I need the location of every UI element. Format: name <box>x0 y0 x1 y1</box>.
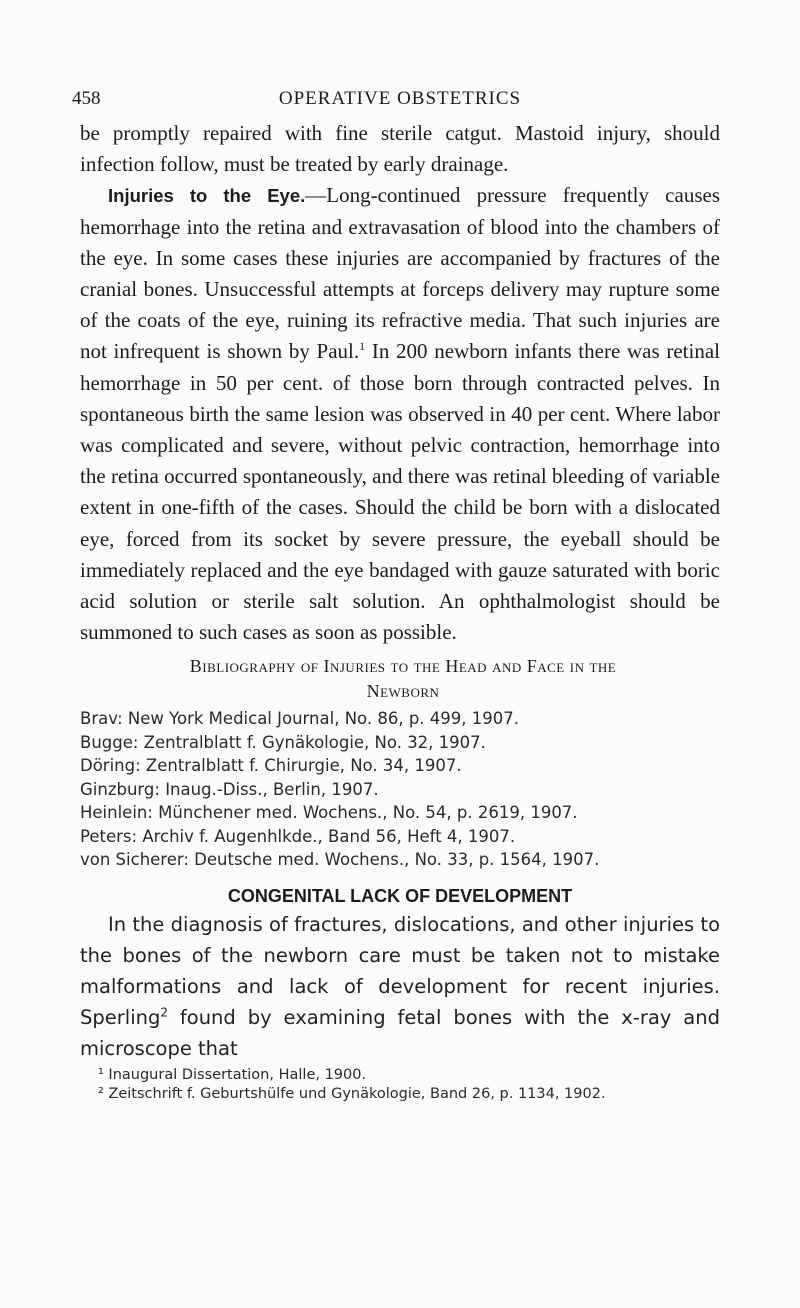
bibliography-entry: Bugge: Zentralblatt f. Gynäkologie, No. 32, 1907. <box>80 732 486 752</box>
congenital-text-a: In the diagnosis of fractures, dislocations, and other injuries to the bones of the newborn care must be taken not to mistake malformations and lack of development for recent injuries. Sperling <box>80 912 720 1029</box>
section-heading: CONGENITAL LACK OF DEVELOPMENT <box>227 885 573 906</box>
bibliography-entry: Heinlein: Münchener med. Wochens., No. 54, p. 2619, 1907. <box>80 803 578 823</box>
bibliography-entry: Ginzburg: Inaug.-Diss., Berlin, 1907. <box>80 779 379 799</box>
bibliography-entry: von Sicherer: Deutsche med. Wochens., No. 33, p. 1564, 1907. <box>80 850 600 870</box>
book-page <box>72 88 720 1105</box>
bibliography-list <box>80 707 720 872</box>
footnotes <box>80 1066 720 1105</box>
bibliography-entry: Döring: Zentralblatt f. Chirurgie, No. 34, 1907. <box>80 756 462 776</box>
running-head: OPERATIVE OBSTETRICS <box>278 88 522 109</box>
bibliography-entry: Brav: New York Medical Journal, No. 86, p. 499, 1907. <box>80 709 519 729</box>
page-header <box>72 88 720 118</box>
bibliography-entry: Peters: Archiv f. Augenhlkde., Band 56, Heft 4, 1907. <box>80 826 516 846</box>
paragraph-eye-injuries <box>80 180 720 648</box>
bibliography-heading <box>80 654 720 704</box>
eye-injuries-text-a: —Long-continued pressure frequently causes hemorrhage into the retina and extravasation of blood into the chambers of the eye. In some cases these injuries are accompanied by fractures of the cranial bones. Unsuccessful attempts at forceps delivery may rupture some of the coats of the eye, ruining its refractive media. That such injuries are not infrequent is shown by Paul. <box>80 183 720 364</box>
footnote-ref-1: 1 <box>359 339 366 354</box>
page-number: 458 <box>72 88 101 109</box>
congenital-text-b: found by examining fetal bones with the x-ray and microscope that <box>80 1005 720 1060</box>
bibliography-heading-line1: Bibliography of Injuries to the Head and Face in the <box>189 656 617 677</box>
eye-injuries-text-b: In 200 newborn infants there was retinal hemorrhage in 50 per cent. of those born through contracted pelves. In spontaneous birth the same lesion was observed in 40 per cent. Where labor was complicated and severe, without pelvic contraction, hemorrhage into the retina occurred spontaneously, and there was retinal bleeding of variable extent in one-fifth of the cases. Should the child be born with a dislocated eye, forced from its socket by severe pressure, the eyeball should be immediately replaced and the eye bandaged with gauze saturated with boric acid solution or sterile salt solution. An ophthalmologist should be summoned to such cases as soon as possible. <box>80 339 720 645</box>
footnote-1: ¹ Inaugural Dissertation, Halle, 1900. <box>98 1066 367 1083</box>
eye-injuries-heading: Injuries to the Eye. <box>108 185 306 207</box>
footnote-ref-2: 2 <box>160 1005 168 1020</box>
paragraph-mastoid: be promptly repaired with fine sterile catgut. Mastoid injury, should infection follow, must be treated by early drainage. <box>80 121 720 177</box>
bibliography-heading-line2: Newborn <box>366 681 440 702</box>
footnote-2: ² Zeitschrift f. Geburtshülfe und Gynäkologie, Band 26, p. 1134, 1902. <box>98 1086 606 1103</box>
paragraph-congenital <box>80 909 720 1064</box>
